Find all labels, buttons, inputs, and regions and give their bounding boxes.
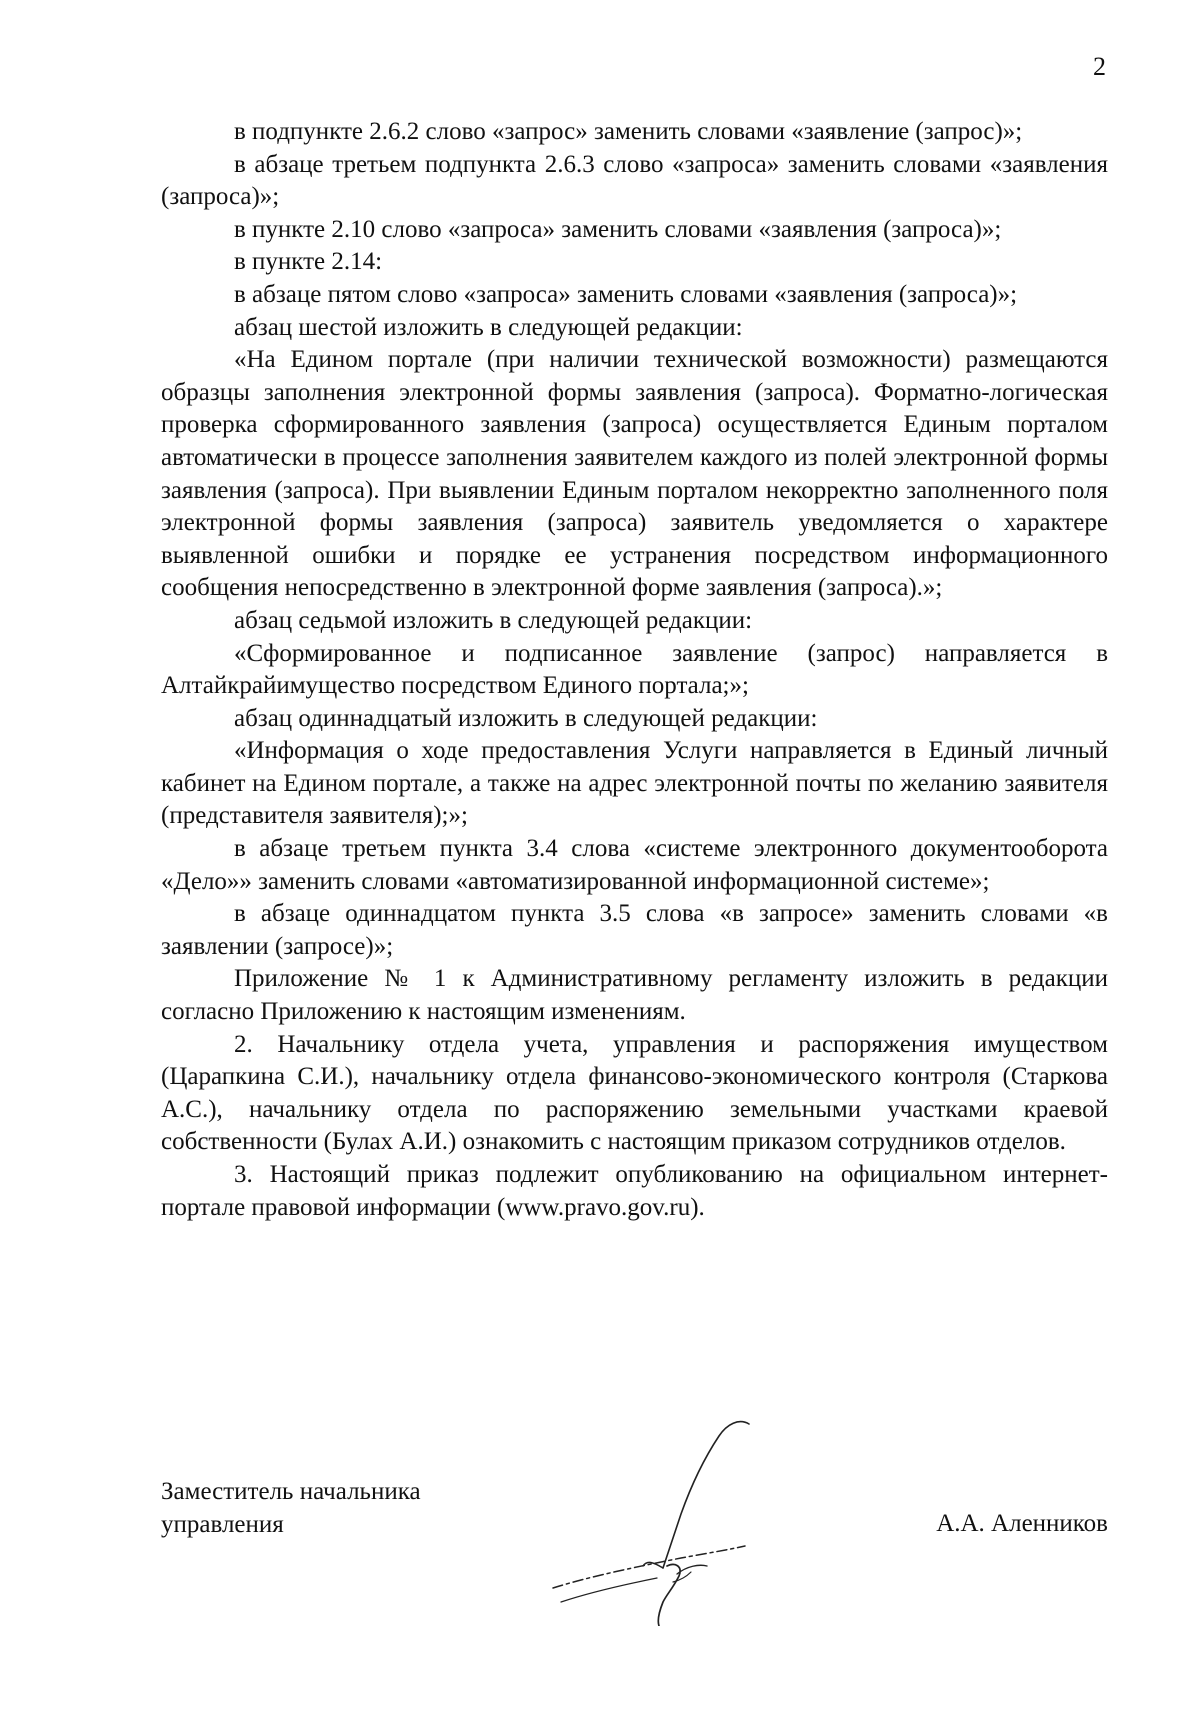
paragraph: в абзаце одиннадцатом пункта 3.5 слова «в запросе» заменить словами «в заявлении (запросе)»; xyxy=(161,900,1108,960)
paragraph: «Сформированное и подписанное заявление (запрос) направляется в Алтайкрайимущество посредством Единого портала;»; xyxy=(161,639,1108,700)
paragraph: «Информация о ходе предоставления Услуги направляется в Единый личный кабинет на Едином портале, а также на адрес электронной почты по желанию заявителя (представителя заявителя);»; xyxy=(161,737,1108,830)
paragraph: абзац шестой изложить в следующей редакции: xyxy=(234,313,743,341)
paragraph: «На Едином портале (при наличии технической возможности) размещаются образцы заполнения электронной формы заявления (запроса). Форматно-логическая проверка сформированного заявления (запроса) осуществляется Единым порталом автоматически в процессе заполнения заявителем каждого из полей электронной формы заявления (запроса). При выявлении Единым порталом некорректно заполненного поля электронной формы заявления (запроса) заявитель уведомляется о характере выявленной ошибки и порядке ее устранения посредством информационного сообщения непосредственно в электронной форме заявления (запроса).»; xyxy=(161,346,1108,602)
paragraph: абзац седьмой изложить в следующей редакции: xyxy=(234,606,753,634)
paragraph: 2. Начальнику отдела учета, управления и распоряжения имуществом (Царапкина С.И.), начальнику отдела финансово-экономического контроля (Старкова А.С.), начальнику отдела по распоряжению земельными участками краевой собственности (Булах А.И.) ознакомить с настоящим приказом сотрудников отделов. xyxy=(161,1030,1108,1156)
paragraph: в пункте 2.14: xyxy=(234,248,383,276)
paragraph: абзац одиннадцатый изложить в следующей редакции: xyxy=(234,704,818,732)
signatory-position-line2: управления xyxy=(161,1510,284,1538)
handwritten-signature xyxy=(531,1416,791,1626)
signatory-position-line1: Заместитель начальника xyxy=(161,1478,421,1505)
document-body xyxy=(161,116,1108,1224)
paragraph: Приложение № 1 к Административному регламенту изложить в редакции согласно Приложению к настоящим изменениям. xyxy=(161,965,1108,1026)
page-number: 2 xyxy=(1093,52,1106,81)
paragraph: в пункте 2.10 слово «запроса» заменить словами «заявления (запроса)»; xyxy=(234,215,1002,243)
paragraph: в подпункте 2.6.2 слово «запрос» заменить словами «заявление (запрос)»; xyxy=(234,118,1023,145)
signature-block xyxy=(161,1476,1108,1676)
paragraph: в абзаце третьем пункта 3.4 слова «системе электронного документооборота «Дело»» заменить словами «автоматизированной информационной системе»; xyxy=(161,835,1108,895)
paragraph: в абзаце третьем подпункта 2.6.3 слово «запроса» заменить словами «заявления (запроса)»; xyxy=(161,150,1108,211)
signatory-position xyxy=(161,1476,421,1541)
paragraph: в абзаце пятом слово «запроса» заменить словами «заявления (запроса)»; xyxy=(234,280,1018,308)
paragraph: 3. Настоящий приказ подлежит опубликованию на официальном интернет-портале правовой информации (www.pravo.gov.ru). xyxy=(161,1161,1108,1221)
signatory-name: А.А. Аленников xyxy=(936,1510,1108,1537)
